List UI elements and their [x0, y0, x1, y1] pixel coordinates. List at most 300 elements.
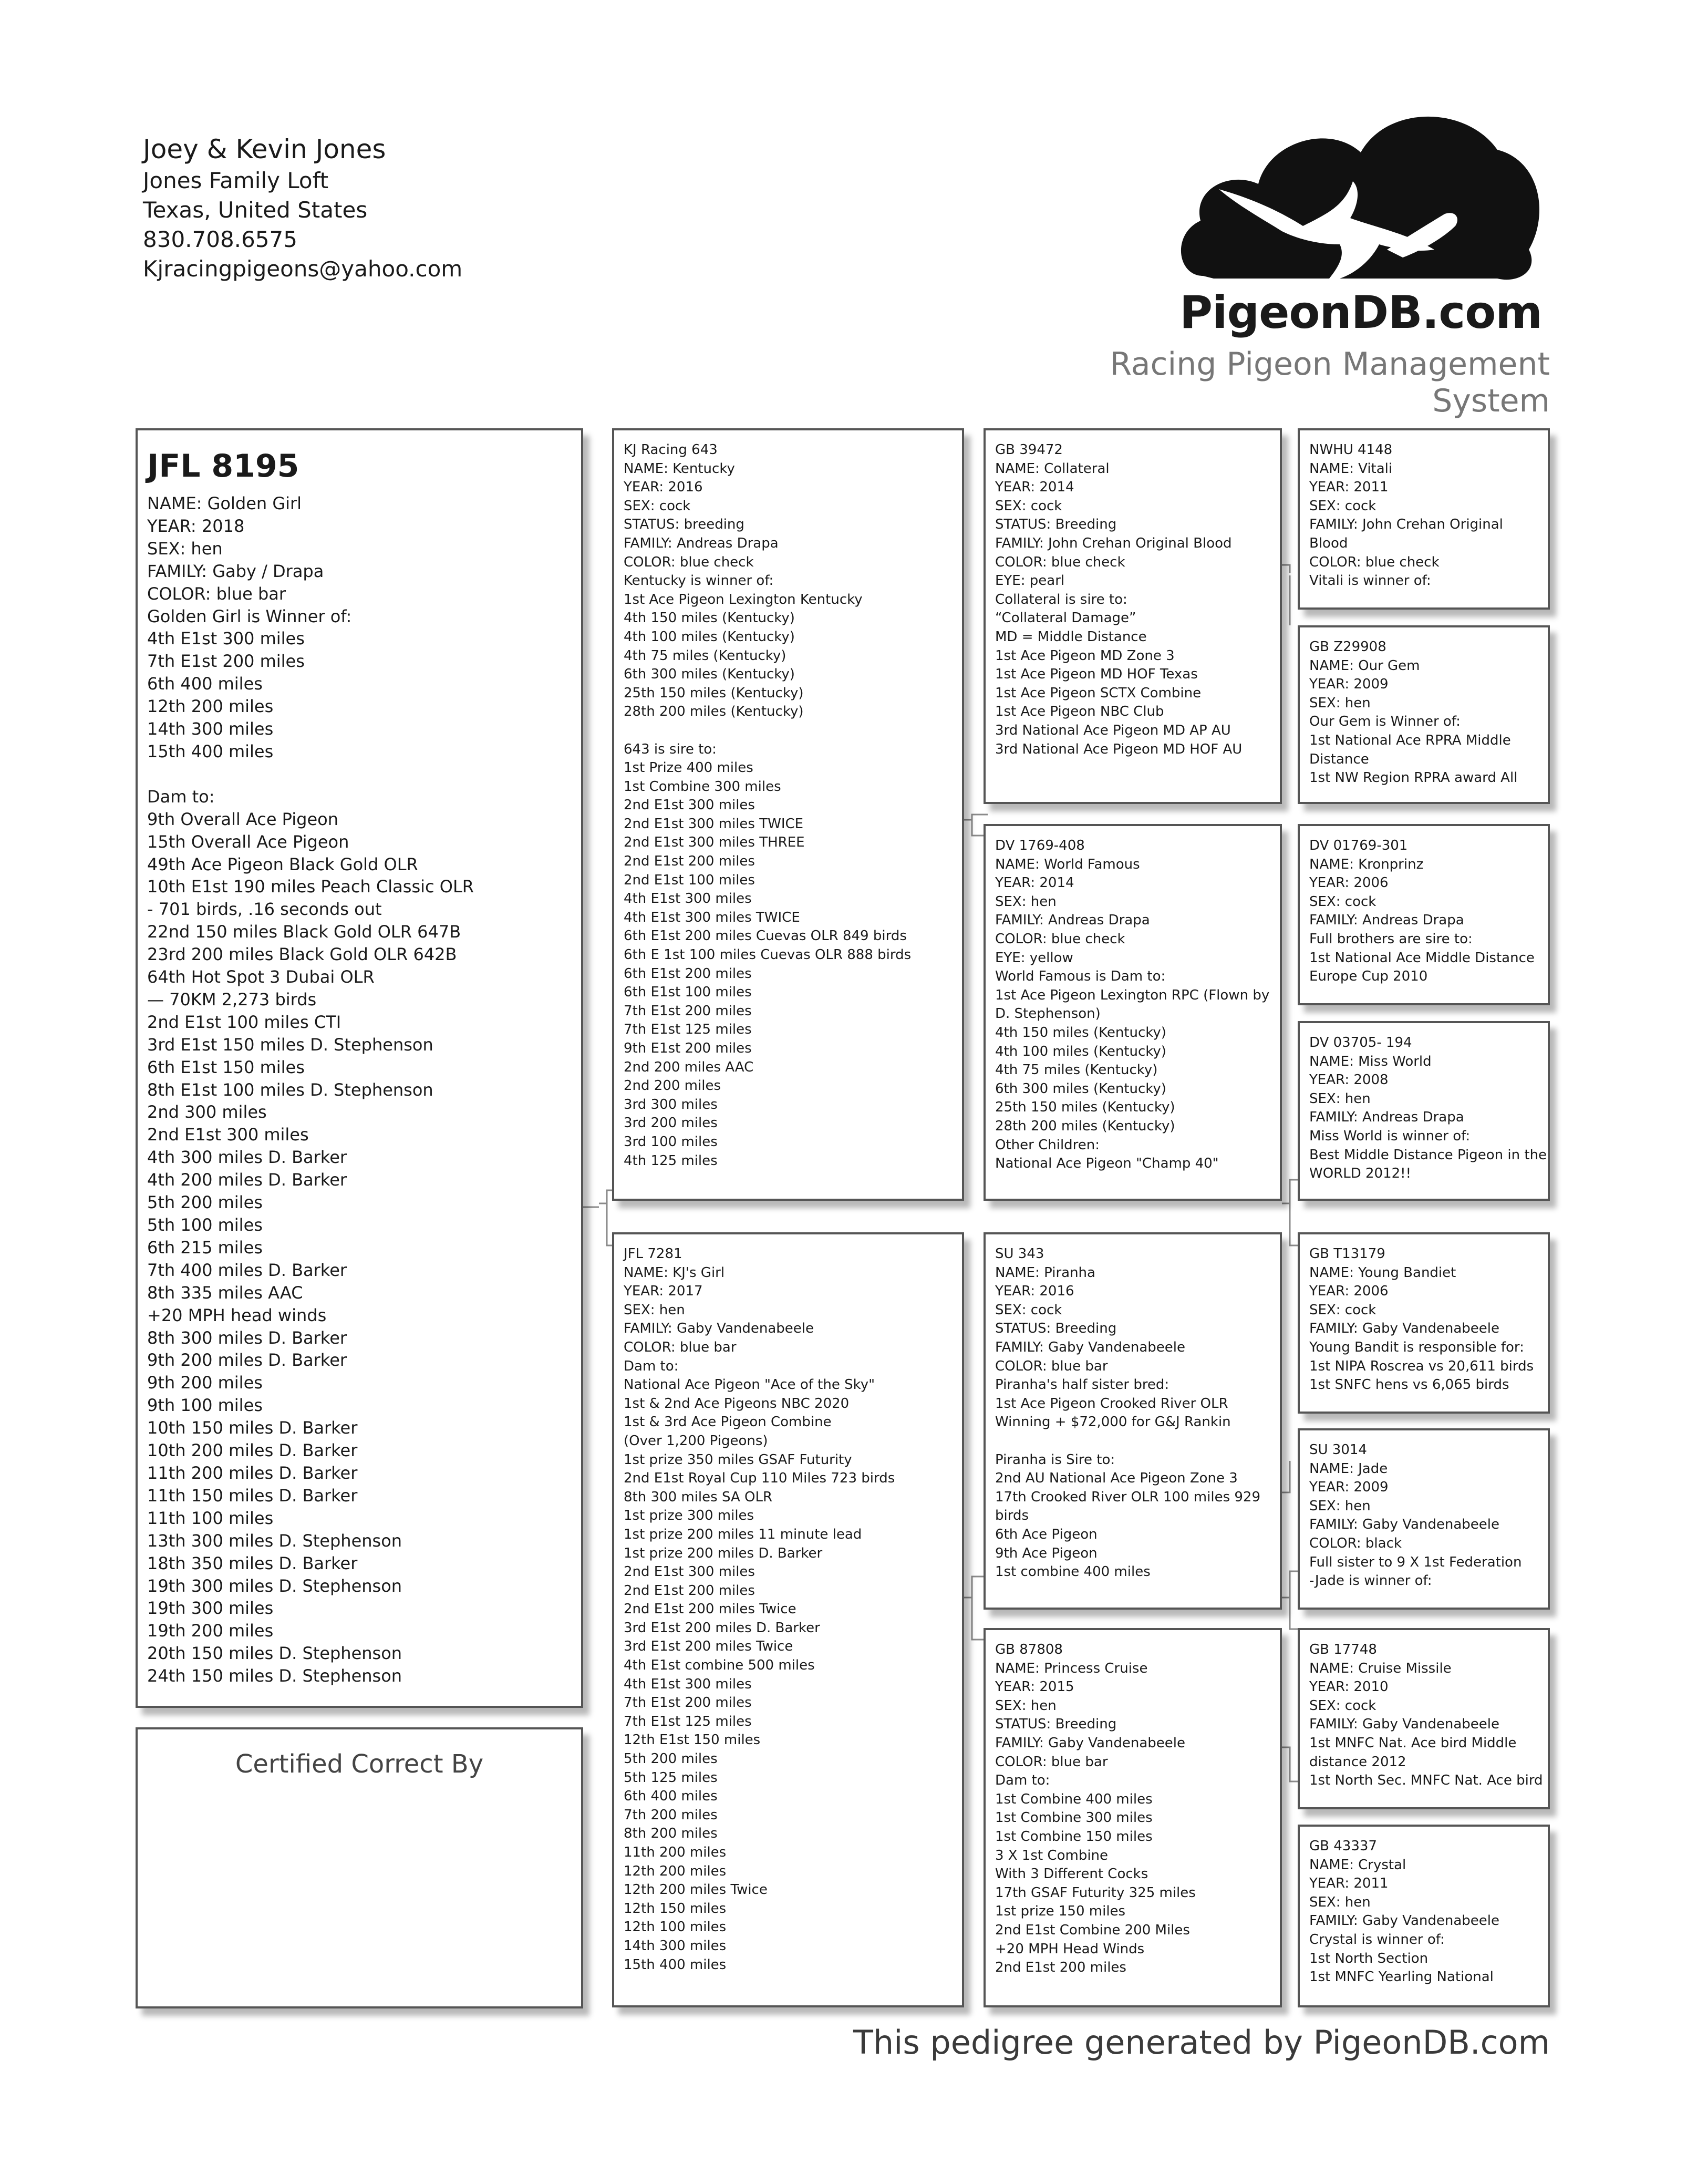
detail-line: 2nd E1st Combine 200 Miles [995, 1922, 1190, 1938]
detail-line: 3rd E1st 150 miles D. Stephenson [147, 1034, 433, 1055]
detail-line: COLOR: blue check [624, 554, 754, 570]
detail-line: STATUS: Breeding [995, 1716, 1117, 1733]
detail-line: 1st Ace Pigeon Lexington Kentucky [624, 591, 863, 607]
subject-band-number: JFL 8195 [147, 448, 299, 485]
detail-line: (Over 1,200 Pigeons) [624, 1433, 768, 1449]
sire-dam-dam-details [1309, 1034, 1547, 1183]
detail-line: NAME: Princess Cruise [995, 1660, 1148, 1676]
detail-line: 9th 100 miles [147, 1395, 263, 1416]
detail-line: 7th E1st 125 miles [624, 1713, 752, 1729]
detail-line: YEAR: 2017 [624, 1283, 703, 1300]
detail-line: 6th E1st 150 miles [147, 1057, 305, 1077]
detail-line: 11th 100 miles [147, 1508, 274, 1528]
detail-line: 12th 200 miles [624, 1863, 727, 1879]
detail-line: 6th 215 miles [147, 1237, 263, 1258]
detail-line: NAME: Kentucky [624, 460, 735, 477]
detail-line: 4th E1st 300 miles [624, 891, 752, 907]
detail-line: 4th 300 miles D. Barker [147, 1147, 347, 1168]
detail-line: Best Middle Distance Pigeon in the [1309, 1147, 1547, 1163]
detail-line: FAMILY: Gaby Vandenabeele [1309, 1321, 1499, 1337]
dam-dam-dam-card [1298, 1825, 1550, 2007]
detail-line: 28th 200 miles (Kentucky) [624, 704, 804, 720]
detail-line: FAMILY: Andreas Drapa [1309, 1109, 1464, 1126]
brand-tagline: Racing Pigeon Management System [1110, 346, 1550, 419]
owner-name: Joey & Kevin Jones [143, 134, 386, 164]
detail-line: 7th E1st 200 miles [624, 1003, 752, 1019]
sire-card [612, 428, 964, 1201]
detail-line: FAMILY: Gaby Vandenabeele [1309, 1517, 1499, 1533]
detail-line: FAMILY: Gaby Vandenabeele [624, 1321, 814, 1337]
detail-line: 2nd E1st 300 miles THREE [624, 835, 805, 851]
detail-line: 22nd 150 miles Black Gold OLR 647B [147, 922, 461, 942]
detail-line: 4th 150 miles (Kentucky) [624, 610, 795, 626]
detail-line: SU 343 [995, 1246, 1044, 1262]
detail-line: YEAR: 2011 [1309, 479, 1389, 496]
detail-line: 9th Ace Pigeon [995, 1545, 1098, 1561]
detail-line: World Famous is Dam to: [995, 969, 1166, 985]
dam-dam-card [984, 1628, 1282, 2007]
sire-details [624, 441, 953, 1170]
detail-line: 2nd 300 miles [147, 1102, 267, 1122]
detail-line: 4th 100 miles (Kentucky) [995, 1043, 1166, 1059]
detail-line: YEAR: 2006 [1309, 875, 1389, 891]
detail-line: 11th 150 miles D. Barker [147, 1485, 358, 1506]
detail-line: 1st Ace Pigeon SCTX Combine [995, 685, 1202, 701]
detail-line: NAME: Our Gem [1309, 657, 1420, 674]
detail-line [624, 722, 953, 740]
detail-line: 2nd E1st 100 miles [624, 872, 755, 888]
detail-line: SEX: hen [1309, 695, 1371, 711]
detail-line: EYE: pearl [995, 573, 1065, 589]
detail-line: YEAR: 2014 [995, 875, 1074, 891]
detail-line: GB T13179 [1309, 1246, 1385, 1262]
detail-line: 1st Combine 300 miles [995, 1810, 1153, 1826]
detail-line: 4th 200 miles D. Barker [147, 1170, 347, 1190]
detail-line: 6th 400 miles [147, 674, 263, 694]
detail-line: 7th E1st 200 miles [624, 1695, 752, 1711]
detail-line: SEX: hen [995, 1697, 1057, 1714]
detail-line: 1st Prize 400 miles [624, 760, 753, 776]
detail-line: — 70KM 2,273 birds [147, 989, 317, 1009]
detail-line: 2nd E1st 300 miles TWICE [624, 816, 804, 832]
detail-line: 1st MNFC Nat. Ace bird Middle [1309, 1735, 1517, 1751]
detail-line: GB Z29908 [1309, 639, 1386, 655]
detail-line: 25th 150 miles (Kentucky) [624, 685, 804, 701]
detail-line: distance 2012 [1309, 1754, 1406, 1770]
detail-line: 6th E1st 200 miles [624, 965, 752, 982]
detail-line: JFL 7281 [624, 1246, 682, 1262]
sire-sire-dam-card [1298, 625, 1550, 804]
owner-info [143, 132, 462, 284]
detail-line: 10th E1st 190 miles Peach Classic OLR [147, 877, 474, 897]
dam-sire-card [984, 1232, 1282, 1610]
detail-line: 49th Ace Pigeon Black Gold OLR [147, 854, 418, 874]
detail-line: Collateral is sire to: [995, 591, 1127, 607]
detail-line: 2nd E1st 300 miles [147, 1125, 309, 1145]
detail-line: 1st NIPA Roscrea vs 20,611 birds [1309, 1358, 1534, 1374]
detail-line: EYE: yellow [995, 950, 1073, 966]
detail-line: SEX: cock [1309, 498, 1376, 514]
dam-dam-dam-details [1309, 1837, 1538, 1987]
detail-line: 6th Ace Pigeon [995, 1526, 1098, 1542]
sire-dam-sire-details [1309, 837, 1538, 986]
detail-line: SEX: cock [624, 498, 691, 514]
detail-line: 19th 300 miles [147, 1598, 274, 1619]
detail-line: COLOR: blue bar [147, 583, 286, 604]
detail-line: 12th 150 miles [624, 1900, 727, 1917]
owner-location: Texas, United States [143, 197, 368, 223]
detail-line: Blood [1309, 535, 1348, 551]
detail-line: NAME: World Famous [995, 856, 1140, 872]
detail-line: YEAR: 2016 [624, 479, 703, 496]
detail-line: Miss World is winner of: [1309, 1128, 1471, 1144]
detail-line: 8th 200 miles [624, 1826, 718, 1842]
detail-line: 4th 100 miles (Kentucky) [624, 629, 795, 645]
sire-dam-sire-card [1298, 824, 1550, 1005]
detail-line: +20 MPH head winds [147, 1305, 327, 1325]
detail-line: YEAR: 2014 [995, 479, 1074, 496]
sire-dam-details [995, 837, 1270, 1173]
detail-line: 6th 300 miles (Kentucky) [624, 666, 795, 683]
detail-line: SEX: cock [995, 1302, 1062, 1318]
detail-line: NAME: Cruise Missile [1309, 1660, 1452, 1676]
detail-line: 20th 150 miles D. Stephenson [147, 1643, 402, 1664]
detail-line: 17th Crooked River OLR 100 miles 929 [995, 1489, 1261, 1505]
detail-line: 9th E1st 200 miles [624, 1041, 752, 1056]
sire-dam-card [984, 824, 1282, 1201]
detail-line: FAMILY: Gaby Vandenabeele [995, 1735, 1185, 1751]
sire-sire-sire-card [1298, 428, 1550, 610]
dam-dam-sire-card [1298, 1628, 1550, 1809]
detail-line: 3rd 100 miles [624, 1134, 718, 1150]
detail-line: National Ace Pigeon "Ace of the Sky" [624, 1377, 875, 1393]
detail-line: 9th 200 miles [147, 1373, 263, 1393]
detail-line: YEAR: 2018 [147, 516, 245, 536]
detail-line: 6th 300 miles (Kentucky) [995, 1080, 1166, 1097]
dam-sire-sire-card [1298, 1232, 1550, 1414]
detail-line: YEAR: 2009 [1309, 676, 1389, 693]
detail-line: 17th GSAF Futurity 325 miles [995, 1884, 1196, 1901]
detail-line: SEX: hen [1309, 1498, 1371, 1514]
detail-line: 2nd 200 miles AAC [624, 1059, 754, 1075]
detail-line: 1st Ace Pigeon NBC Club [995, 704, 1164, 720]
detail-line: 3rd E1st 200 miles Twice [624, 1639, 793, 1655]
detail-line: “Collateral Damage” [995, 610, 1136, 626]
detail-line: COLOR: blue check [1309, 554, 1440, 570]
detail-line: 1st Ace Pigeon MD HOF Texas [995, 666, 1198, 683]
detail-line: 2nd E1st 200 miles [624, 853, 755, 870]
cloud-pigeon-logo-icon [1172, 92, 1550, 386]
detail-line: COLOR: blue bar [624, 1339, 737, 1355]
detail-line: YEAR: 2016 [995, 1283, 1074, 1300]
detail-line: NAME: Golden Girl [147, 493, 302, 513]
detail-line: -Jade is winner of: [1309, 1573, 1432, 1589]
detail-line: SEX: hen [995, 893, 1057, 910]
dam-card [612, 1232, 964, 2007]
detail-line: 13th 300 miles D. Stephenson [147, 1530, 402, 1551]
detail-line: NAME: Crystal [1309, 1857, 1406, 1873]
detail-line: 14th 300 miles [147, 719, 274, 739]
detail-line: 64th Hot Spot 3 Dubai OLR [147, 967, 375, 987]
detail-line: YEAR: 2009 [1309, 1479, 1389, 1496]
detail-line: 23rd 200 miles Black Gold OLR 642B [147, 944, 457, 965]
detail-line: 3rd National Ace Pigeon MD AP AU [995, 722, 1231, 738]
detail-line: 2nd E1st 100 miles CTI [147, 1012, 341, 1032]
detail-line: - 701 birds, .16 seconds out [147, 899, 382, 920]
detail-line: 18th 350 miles D. Barker [147, 1553, 358, 1573]
detail-line: SEX: hen [1309, 1090, 1371, 1107]
detail-line: COLOR: blue bar [995, 1358, 1108, 1374]
detail-line: NAME: Piranha [995, 1264, 1095, 1281]
detail-line: SEX: hen [624, 1302, 685, 1318]
detail-line: 19th 300 miles D. Stephenson [147, 1575, 402, 1596]
detail-line: 4th 150 miles (Kentucky) [995, 1024, 1166, 1041]
detail-line: 6th E1st 100 miles [624, 984, 752, 1001]
detail-line: FAMILY: Gaby / Drapa [147, 561, 324, 581]
detail-line: Full brothers are sire to: [1309, 931, 1473, 947]
detail-line: Crystal is winner of: [1309, 1931, 1445, 1948]
detail-line: 3 X 1st Combine [995, 1847, 1109, 1863]
detail-line: 25th 150 miles (Kentucky) [995, 1099, 1175, 1116]
detail-line: Piranha is Sire to: [995, 1451, 1115, 1468]
detail-line: 1st National Ace Middle Distance [1309, 950, 1535, 966]
detail-line: 4th E1st combine 500 miles [624, 1657, 815, 1674]
detail-line: Kentucky is winner of: [624, 573, 774, 589]
detail-line: GB 39472 [995, 442, 1063, 458]
detail-line: 5th 100 miles [147, 1215, 263, 1235]
detail-line: 2nd E1st 300 miles [624, 1564, 755, 1580]
detail-line: 1st prize 300 miles [624, 1508, 754, 1524]
detail-line: GB 17748 [1309, 1642, 1377, 1657]
detail-line: 4th E1st 300 miles TWICE [624, 909, 800, 925]
detail-line: 1st prize 200 miles 11 minute lead [624, 1526, 862, 1542]
detail-line: 9th 200 miles D. Barker [147, 1350, 347, 1371]
detail-line: FAMILY: Andreas Drapa [995, 912, 1150, 929]
detail-line: 7th 400 miles D. Barker [147, 1260, 347, 1280]
detail-line: +20 MPH Head Winds [995, 1941, 1145, 1957]
detail-line: 3rd E1st 200 miles D. Barker [624, 1620, 820, 1636]
detail-line: SEX: cock [1309, 1302, 1376, 1318]
detail-line: 2nd 200 miles [624, 1078, 721, 1094]
detail-line: 19th 200 miles [147, 1621, 274, 1641]
detail-line: Distance [1309, 751, 1369, 767]
detail-line: 6th 400 miles [624, 1788, 718, 1805]
detail-line: National Ace Pigeon "Champ 40" [995, 1156, 1219, 1172]
detail-line: NAME: Kronprinz [1309, 856, 1424, 872]
detail-line: 1st Ace Pigeon Crooked River OLR [995, 1395, 1228, 1412]
detail-line: STATUS: Breeding [995, 517, 1117, 533]
detail-line: Dam to: [995, 1773, 1050, 1789]
detail-line: SEX: cock [1309, 893, 1376, 910]
detail-line: 7th E1st 125 miles [624, 1022, 752, 1038]
detail-line: 1st prize 200 miles D. Barker [624, 1545, 823, 1561]
detail-line: SU 3014 [1309, 1442, 1367, 1458]
dam-sire-dam-details [1309, 1441, 1538, 1591]
detail-line: 15th 400 miles [624, 1956, 727, 1973]
detail-line: 1st North Section [1309, 1950, 1429, 1966]
detail-line: FAMILY: Gaby Vandenabeele [995, 1339, 1185, 1355]
detail-line: COLOR: blue check [995, 554, 1125, 570]
detail-line: KJ Racing 643 [624, 442, 718, 458]
detail-line: 2nd E1st 300 miles [624, 797, 755, 813]
detail-line: Young Bandit is responsible for: [1309, 1339, 1524, 1355]
detail-line: 28th 200 miles (Kentucky) [995, 1118, 1175, 1134]
detail-line: DV 01769-301 [1309, 838, 1408, 853]
detail-line: 1st Ace Pigeon MD Zone 3 [995, 647, 1175, 664]
detail-line: 24th 150 miles D. Stephenson [147, 1666, 402, 1686]
detail-line: Dam to: [624, 1358, 679, 1374]
detail-line: 3rd 200 miles [624, 1115, 718, 1131]
detail-line: COLOR: blue check [995, 931, 1125, 947]
detail-line: NAME: KJ's Girl [624, 1264, 725, 1281]
detail-line: MD = Middle Distance [995, 629, 1147, 645]
detail-line: 1st Ace Pigeon Lexington RPC (Flown by [995, 987, 1270, 1003]
detail-line: 1st & 2nd Ace Pigeons NBC 2020 [624, 1395, 850, 1412]
detail-line: 12th 200 miles [147, 696, 274, 717]
detail-line: 8th 300 miles SA OLR [624, 1489, 773, 1505]
detail-line: 643 is sire to: [624, 741, 717, 757]
detail-line: 1st Combine 300 miles [624, 778, 781, 795]
detail-line: 1st NW Region RPRA award All [1309, 770, 1518, 786]
detail-line: 4th E1st 300 miles [147, 629, 305, 649]
loft-name: Jones Family Loft [143, 168, 329, 193]
detail-line: 15th 400 miles [147, 741, 274, 761]
detail-line: Winning + $72,000 for G&J Rankin [995, 1414, 1231, 1430]
detail-line: 7th 200 miles [624, 1807, 718, 1823]
detail-line [995, 1432, 1270, 1451]
detail-line: 8th 300 miles D. Barker [147, 1327, 347, 1348]
detail-line: 1st Combine 400 miles [995, 1791, 1153, 1807]
detail-line: 1st Combine 150 miles [995, 1828, 1153, 1845]
detail-line: NWHU 4148 [1309, 442, 1393, 458]
detail-line: 1st prize 350 miles GSAF Futurity [624, 1451, 852, 1468]
detail-line: 12th 200 miles Twice [624, 1882, 768, 1898]
owner-phone: 830.708.6575 [143, 226, 297, 252]
sire-sire-dam-details [1309, 638, 1538, 788]
detail-line: Dam to: [147, 786, 215, 807]
detail-line: D. Stephenson) [995, 1006, 1101, 1022]
dam-sire-sire-details [1309, 1245, 1538, 1395]
detail-line: STATUS: breeding [624, 517, 744, 533]
detail-line: 1st SNFC hens vs 6,065 birds [1309, 1377, 1509, 1393]
detail-line: YEAR: 2010 [1309, 1679, 1389, 1695]
detail-line: 10th 200 miles D. Barker [147, 1440, 358, 1461]
detail-line: GB 43337 [1309, 1838, 1377, 1854]
detail-line: 10th 150 miles D. Barker [147, 1418, 358, 1438]
dam-details [624, 1245, 953, 1974]
detail-line: 5th 200 miles [147, 1192, 263, 1213]
detail-line: 4th 75 miles (Kentucky) [624, 647, 786, 664]
detail-line: FAMILY: Andreas Drapa [1309, 912, 1464, 929]
sire-sire-sire-details [1309, 441, 1538, 591]
detail-line: COLOR: black [1309, 1535, 1402, 1551]
detail-line: 5th 125 miles [624, 1769, 718, 1786]
detail-line: YEAR: 2015 [995, 1679, 1074, 1695]
detail-line: DV 03705- 194 [1309, 1035, 1412, 1050]
detail-line: FAMILY: Andreas Drapa [624, 535, 779, 551]
detail-line: Piranha's half sister bred: [995, 1377, 1169, 1393]
sire-sire-card [984, 428, 1282, 804]
detail-line: 9th Overall Ace Pigeon [147, 809, 339, 829]
owner-email: Kjracingpigeons@yahoo.com [143, 256, 463, 282]
detail-line: 8th E1st 100 miles D. Stephenson [147, 1079, 433, 1100]
detail-line: 3rd 300 miles [624, 1096, 718, 1112]
detail-line: 2nd E1st Royal Cup 110 Miles 723 birds [624, 1470, 895, 1487]
dam-sire-details [995, 1245, 1270, 1582]
detail-line: COLOR: blue bar [995, 1754, 1108, 1770]
detail-line: 5th 200 miles [624, 1751, 718, 1767]
detail-line: 7th E1st 200 miles [147, 651, 305, 672]
detail-line: STATUS: Breeding [995, 1321, 1117, 1337]
detail-line: 15th Overall Ace Pigeon [147, 831, 349, 852]
detail-line: NAME: Jade [1309, 1460, 1388, 1477]
detail-line: YEAR: 2008 [1309, 1072, 1389, 1088]
detail-line: 4th E1st 300 miles [624, 1676, 752, 1692]
detail-line: DV 1769-408 [995, 838, 1085, 853]
detail-line: 3rd National Ace Pigeon MD HOF AU [995, 741, 1243, 757]
detail-line: 2nd E1st 200 miles [624, 1582, 755, 1599]
dam-sire-dam-card [1298, 1428, 1550, 1610]
detail-line: 6th E 1st 100 miles Cuevas OLR 888 birds [624, 947, 912, 963]
certification-box [136, 1727, 583, 2008]
detail-line: Full sister to 9 X 1st Federation [1309, 1554, 1522, 1570]
detail-line: 1st National Ace RPRA Middle [1309, 732, 1511, 748]
detail-line: GB 87808 [995, 1642, 1063, 1657]
detail-line: FAMILY: Gaby Vandenabeele [1309, 1913, 1499, 1929]
detail-line: Other Children: [995, 1137, 1100, 1153]
detail-line: 11th 200 miles [624, 1845, 727, 1860]
detail-line: 2nd E1st 200 miles [995, 1960, 1126, 1976]
generated-by-footer: This pedigree generated by PigeonDB.com [853, 2023, 1550, 2062]
detail-line: birds [995, 1508, 1029, 1524]
detail-line: NAME: Vitali [1309, 460, 1393, 477]
detail-line: 1st & 3rd Ace Pigeon Combine [624, 1414, 832, 1430]
subject-pigeon-card [136, 428, 583, 1708]
detail-line: SEX: hen [1309, 1894, 1371, 1910]
brand-name: PigeonDB.com [1179, 286, 1542, 339]
detail-line: 12th 100 miles [624, 1919, 727, 1935]
detail-line: Vitali is winner of: [1309, 573, 1431, 589]
detail-line [147, 763, 572, 786]
detail-line: 8th 335 miles AAC [147, 1282, 303, 1303]
detail-line: WORLD 2012!! [1309, 1166, 1412, 1182]
detail-line: 2nd E1st 200 miles Twice [624, 1601, 796, 1618]
detail-line: 2nd AU National Ace Pigeon Zone 3 [995, 1470, 1238, 1487]
sire-sire-details [995, 441, 1270, 759]
detail-line: 4th 75 miles (Kentucky) [995, 1062, 1158, 1078]
detail-line: SEX: cock [1309, 1697, 1376, 1714]
sire-dam-dam-card [1298, 1021, 1550, 1201]
detail-line: With 3 Different Cocks [995, 1866, 1148, 1882]
detail-line: Europe Cup 2010 [1309, 969, 1428, 985]
detail-line: 12th E1st 150 miles [624, 1732, 761, 1748]
detail-line: FAMILY: John Crehan Original Blood [995, 535, 1232, 551]
certified-title: Certified Correct By [235, 1749, 484, 1779]
detail-line: 6th E1st 200 miles Cuevas OLR 849 birds [624, 928, 907, 944]
detail-line: SEX: hen [147, 538, 223, 559]
detail-line: NAME: Young Bandiet [1309, 1264, 1456, 1281]
dam-dam-sire-details [1309, 1641, 1543, 1790]
detail-line: YEAR: 2011 [1309, 1876, 1389, 1892]
detail-line: FAMILY: Gaby Vandenabeele [1309, 1716, 1499, 1733]
detail-line: 4th 125 miles [624, 1152, 718, 1169]
detail-line: Golden Girl is Winner of: [147, 606, 352, 626]
detail-line: YEAR: 2006 [1309, 1283, 1389, 1300]
detail-line: 1st combine 400 miles [995, 1564, 1151, 1580]
detail-line: NAME: Collateral [995, 460, 1110, 477]
detail-line: Our Gem is Winner of: [1309, 714, 1461, 730]
detail-line: 1st North Sec. MNFC Nat. Ace bird [1309, 1773, 1543, 1789]
